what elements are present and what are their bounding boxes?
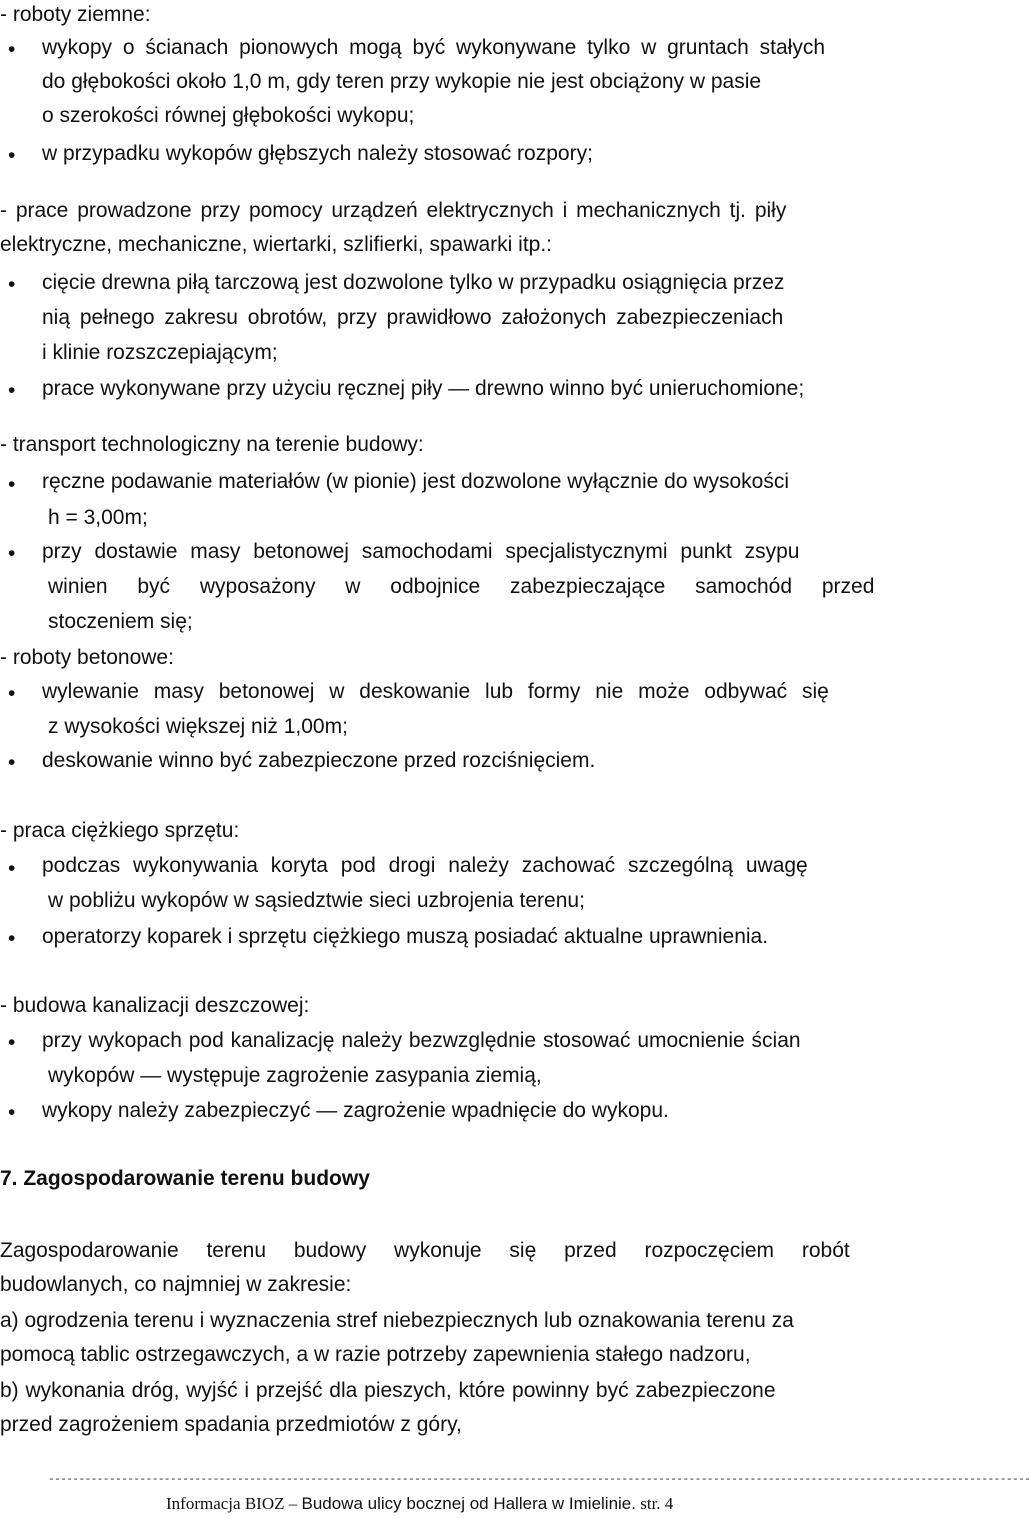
- bullet-icon: •: [8, 273, 16, 296]
- bullet-icon: •: [8, 473, 16, 496]
- bullet-icon: •: [8, 857, 16, 880]
- footer-page-number: str. 4: [635, 1494, 674, 1513]
- paragraph-line: przed zagrożeniem spadania przedmiotów z góry,: [0, 1413, 462, 1436]
- text-line: do głębokości około 1,0 m, gdy teren przy wykopie nie jest obciążony w pasie: [42, 70, 762, 93]
- section-heading-earthworks: - roboty ziemne:: [0, 3, 151, 26]
- text-line: h = 3,00m;: [48, 506, 148, 529]
- paragraph-line: a) ogrodzenia terenu i wyznaczenia stref niebezpiecznych lub oznakowania terenu za: [0, 1309, 794, 1332]
- section-heading-site-development: 7. Zagospodarowanie terenu budowy: [0, 1167, 370, 1190]
- text-line: w pobliżu wykopów w sąsiedztwie sieci uzbrojenia terenu;: [48, 889, 585, 912]
- footer-prefix: Informacja BIOZ –: [166, 1494, 302, 1513]
- text-line: i klinie rozszczepiającym;: [42, 341, 278, 364]
- text-line: wykopy o ścianach pionowych mogą być wykonywane tylko w gruntach stałych: [42, 36, 826, 59]
- bullet-icon: •: [8, 682, 16, 705]
- paragraph-line: b) wykonania dróg, wyjść i przejść dla pieszych, które powinny być zabezpieczone: [0, 1379, 776, 1402]
- paragraph-line: Zagospodarowanie terenu budowy wykonuje się przed rozpoczęciem robót: [0, 1239, 850, 1262]
- text-line: stoczeniem się;: [48, 610, 193, 633]
- text-line: przy wykopach pod kanalizację należy bezwzględnie stosować umocnienie ścian: [42, 1029, 801, 1052]
- text-line: winien być wyposażony w odbojnice zabezpieczające samochód przed: [48, 575, 875, 598]
- text-line: wykopów — występuje zagrożenie zasypania ziemią,: [48, 1064, 542, 1087]
- text-line: prace wykonywane przy użyciu ręcznej piły — drewno winno być unieruchomione;: [42, 377, 805, 400]
- section-heading-transport: - transport technologiczny na terenie budowy:: [0, 433, 424, 456]
- bullet-icon: •: [8, 1101, 16, 1124]
- section-heading-concrete: - roboty betonowe:: [0, 646, 174, 669]
- footer-title: Budowa ulicy bocznej od Hallera w Imielinie.: [301, 1494, 636, 1513]
- text-line: o szerokości równej głębokości wykopu;: [42, 104, 415, 127]
- text-line: wylewanie masy betonowej w deskowanie lub formy nie może odbywać się: [42, 680, 829, 703]
- text-line: z wysokości większej niż 1,00m;: [48, 715, 348, 738]
- text-line: podczas wykonywania koryta pod drogi należy zachować szczególną uwagę: [42, 854, 808, 877]
- paragraph-line: budowlanych, co najmniej w zakresie:: [0, 1273, 352, 1296]
- section-heading-heavy-equipment: - praca ciężkiego sprzętu:: [0, 819, 240, 842]
- section-heading-power-tools: - prace prowadzone przy pomocy urządzeń elektrycznych i mechanicznych tj. piły: [0, 199, 787, 222]
- text-line: deskowanie winno być zabezpieczone przed rozciśnięciem.: [42, 749, 596, 772]
- text-line: operatorzy koparek i sprzętu ciężkiego muszą posiadać aktualne uprawnienia.: [42, 925, 769, 948]
- text-line: wykopy należy zabezpieczyć — zagrożenie wpadnięcie do wykopu.: [42, 1099, 669, 1122]
- bullet-icon: •: [8, 927, 16, 950]
- text-line: cięcie drewna piłą tarczową jest dozwolone tylko w przypadku osiągnięcia przez: [42, 271, 785, 294]
- text-line: ręczne podawanie materiałów (w pionie) jest dozwolone wyłącznie do wysokości: [42, 470, 790, 493]
- section-heading-drainage: - budowa kanalizacji deszczowej:: [0, 994, 310, 1017]
- bullet-icon: •: [8, 38, 16, 61]
- text-line: w przypadku wykopów głębszych należy stosować rozpory;: [42, 142, 593, 165]
- bullet-icon: •: [8, 542, 16, 565]
- bullet-icon: •: [8, 751, 16, 774]
- text-line: elektryczne, mechaniczne, wiertarki, szlifierki, spawarki itp.:: [0, 233, 553, 256]
- page-footer: [166, 1494, 673, 1514]
- footer-separator: -----------------------------------------------------------------------------------------------------------------------------------------------------------------: [48, 1474, 1030, 1486]
- text-line: przy dostawie masy betonowej samochodami specjalistycznymi punkt zsypu: [42, 540, 800, 563]
- bullet-icon: •: [8, 1031, 16, 1054]
- paragraph-line: pomocą tablic ostrzegawczych, a w razie potrzeby zapewnienia stałego nadzoru,: [0, 1343, 751, 1366]
- bullet-icon: •: [8, 379, 16, 402]
- bullet-icon: •: [8, 144, 16, 167]
- text-line: nią pełnego zakresu obrotów, przy prawidłowo założonych zabezpieczeniach: [42, 306, 784, 329]
